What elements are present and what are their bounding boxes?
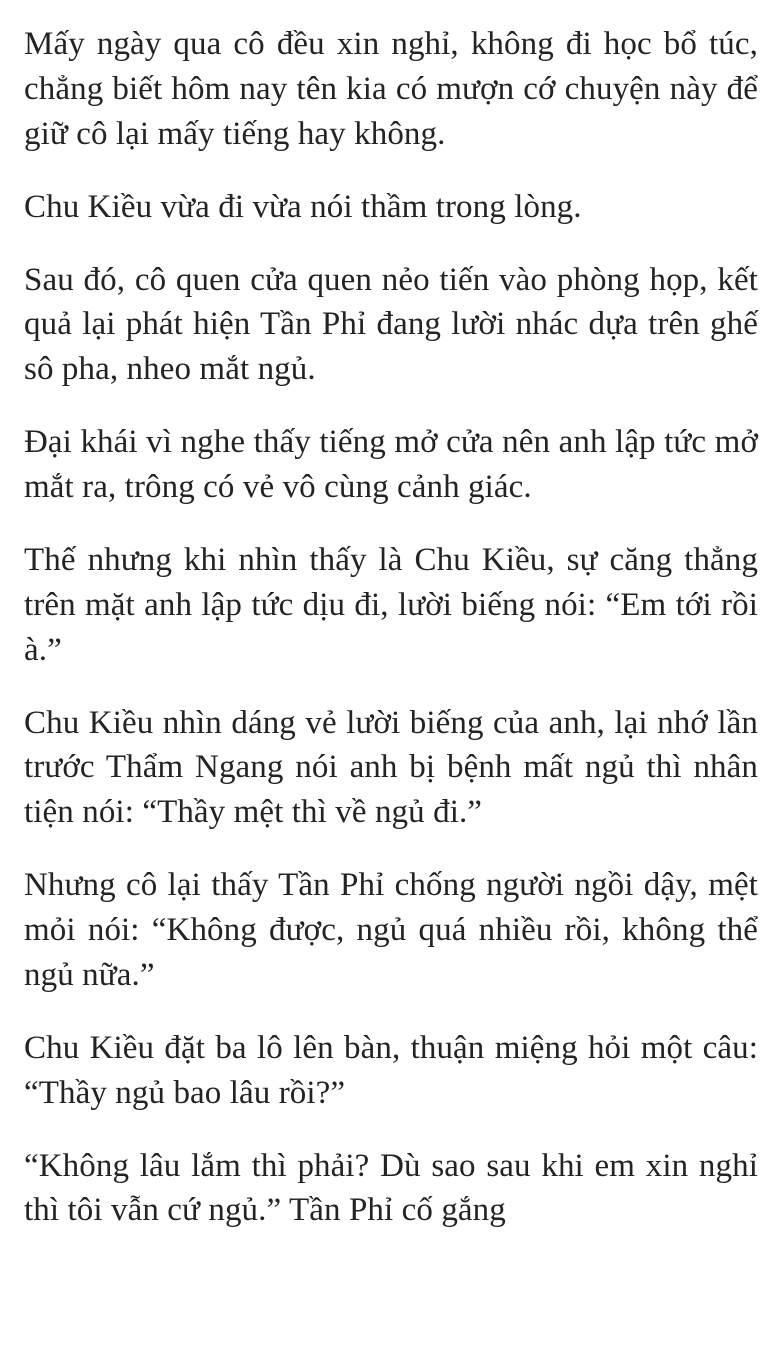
paragraph: Sau đó, cô quen cửa quen nẻo tiến vào phòng họp, kết quả lại phát hiện Tần Phỉ đang lười nhác dựa trên ghế sô pha, nheo mắt ngủ. [24, 261, 758, 388]
paragraph: Chu Kiều nhìn dáng vẻ lười biếng của anh, lại nhớ lần trước Thẩm Ngang nói anh bị bệnh mất ngủ thì nhân tiện nói: “Thầy mệt thì về ngủ đi.” [24, 704, 758, 831]
paragraph: Nhưng cô lại thấy Tần Phỉ chống người ngồi dậy, mệt mỏi nói: “Không được, ngủ quá nhiều rồi, không thể ngủ nữa.” [24, 867, 758, 993]
paragraph: Chu Kiều đặt ba lô lên bàn, thuận miệng hỏi một câu: “Thầy ngủ bao lâu rồi?” [24, 1029, 758, 1111]
paragraph: Đại khái vì nghe thấy tiếng mở cửa nên anh lập tức mở mắt ra, trông có vẻ vô cùng cảnh giác. [24, 424, 758, 505]
paragraph: Mấy ngày qua cô đều xin nghỉ, không đi học bổ túc, chẳng biết hôm nay tên kia có mượn cớ chuyện này để giữ cô lại mấy tiếng hay không. [24, 26, 758, 152]
paragraph: “Không lâu lắm thì phải? Dù sao sau khi em xin nghỉ thì tôi vẫn cứ ngủ.” Tần Phỉ cố gắng [24, 1147, 758, 1229]
paragraph: Thế nhưng khi nhìn thấy là Chu Kiều, sự căng thẳng trên mặt anh lập tức dịu đi, lười biếng nói: “Em tới rồi à.” [24, 541, 758, 668]
paragraph: Chu Kiều vừa đi vừa nói thầm trong lòng. [24, 188, 582, 225]
